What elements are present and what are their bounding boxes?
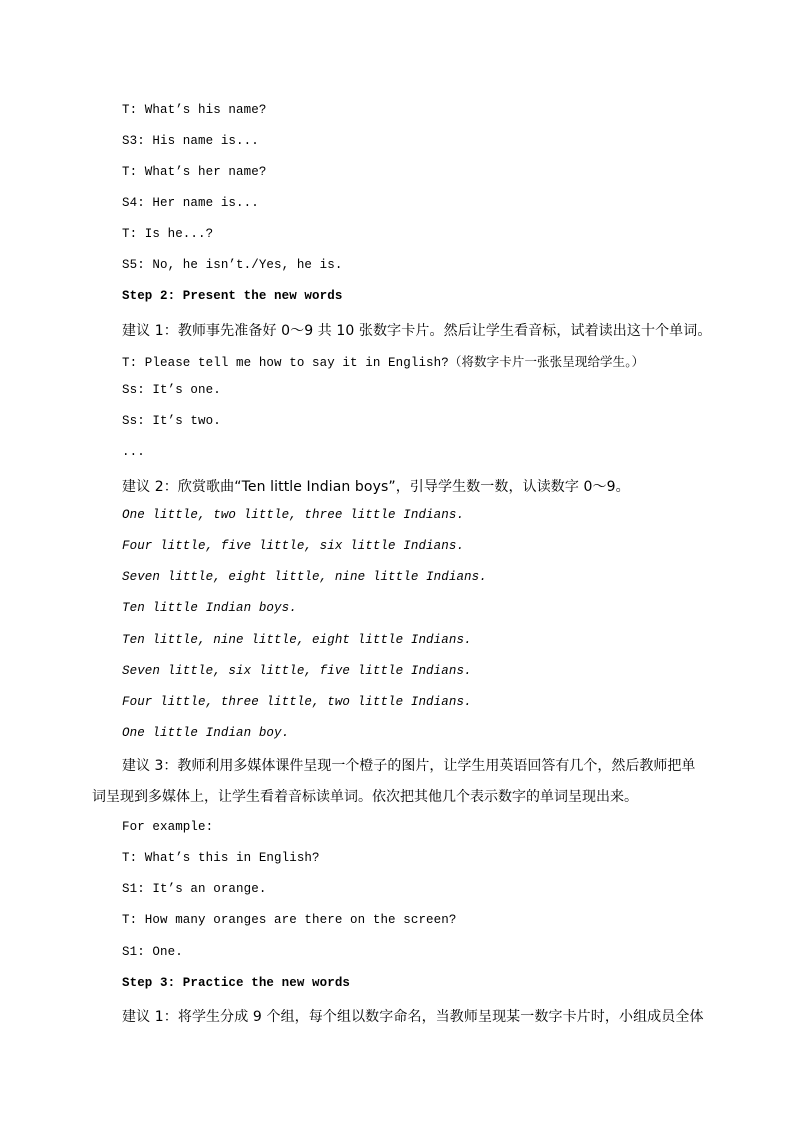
song-line: Seven little, eight little, nine little Indians. [122, 570, 487, 584]
dialogue-line: S3: His name is... [122, 134, 259, 148]
dialogue-line: S1: One. [122, 945, 183, 959]
dialogue-line: T: How many oranges are there on the screen? [122, 913, 457, 927]
suggestion-1: 建议 1：教师事先准备好 0～9 共 10 张数字卡片。然后让学生看音标，试着读出这十个单词。 [122, 323, 712, 339]
ellipsis: ... [122, 445, 145, 459]
song-line: Four little, three little, two little Indians. [122, 695, 472, 709]
dialogue-line: T: Please tell me how to say it in English?（将数字卡片一张张呈现给学生。） [122, 356, 645, 370]
suggestion-4: 建议 1：将学生分成 9 个组，每个组以数字命名，当教师呈现某一数字卡片时，小组成员全体 [122, 1009, 704, 1025]
suggestion-2: 建议 2：欣赏歌曲“Ten little Indian boys”，引导学生数一数，认读数字 0～9。 [122, 479, 630, 495]
dialogue-line: T: What’s this in English? [122, 851, 320, 865]
song-line: Four little, five little, six little Indians. [122, 539, 465, 553]
song-line: Ten little Indian boys. [122, 601, 297, 615]
dialogue-line: S5: No, he isn’t./Yes, he is. [122, 258, 343, 272]
dialogue-line: T: Is he...? [122, 227, 214, 241]
dialogue-line: Ss: It’s one. [122, 383, 221, 397]
dialogue-line: T: What’s her name? [122, 165, 267, 179]
dialogue-line: T: What’s his name? [122, 103, 267, 117]
song-line: One little, two little, three little Indians. [122, 508, 465, 522]
dialogue-line: Ss: It’s two. [122, 414, 221, 428]
step2-heading: Step 2: Present the new words [122, 289, 343, 303]
song-line: Seven little, six little, five little Indians. [122, 664, 472, 678]
for-example: For example: [122, 820, 214, 834]
song-line: Ten little, nine little, eight little Indians. [122, 633, 472, 647]
dialogue-line: S1: It’s an orange. [122, 882, 267, 896]
song-line: One little Indian boy. [122, 726, 290, 740]
dialogue-line: S4: Her name is... [122, 196, 259, 210]
suggestion-3: 建议 3：教师利用多媒体课件呈现一个橙子的图片，让学生用英语回答有几个，然后教师把单词呈现到多媒体上，让学生看着音标读单词。依次把其他几个表示数字的单词呈现出来。 [92, 758, 696, 805]
step3-heading: Step 3: Practice the new words [122, 976, 351, 990]
